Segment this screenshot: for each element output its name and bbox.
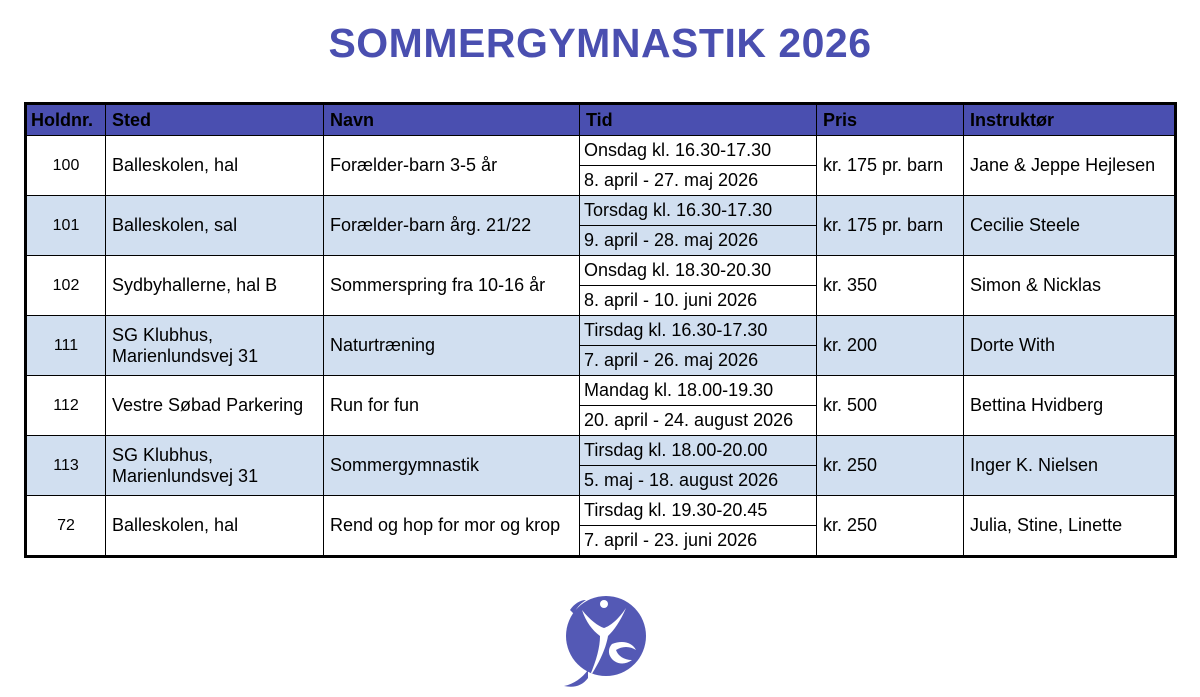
instruktor-cell: Cecilie Steele (964, 196, 1176, 256)
tid-period-cell: 5. maj - 18. august 2026 (580, 466, 817, 496)
sted-cell (106, 436, 324, 496)
tid-day-cell: Torsdag kl. 16.30-17.30 (580, 196, 817, 226)
tid-day-cell: Tirsdag kl. 16.30-17.30 (580, 316, 817, 346)
sted-line-2: Marienlundsvej 31 (112, 465, 259, 486)
instruktor-cell: Simon & Nicklas (964, 256, 1176, 316)
tid-period-cell: 7. april - 23. juni 2026 (580, 526, 817, 557)
tid-period-cell: 9. april - 28. maj 2026 (580, 226, 817, 256)
instruktor-cell: Inger K. Nielsen (964, 436, 1176, 496)
header-pris: Pris (817, 104, 964, 136)
schedule-table (24, 102, 1177, 558)
sted-cell: Balleskolen, hal (106, 136, 324, 196)
navn-cell: Forælder-barn 3-5 år (324, 136, 580, 196)
table-row (26, 496, 1176, 526)
sted-cell: Sydbyhallerne, hal B (106, 256, 324, 316)
table-header-row (26, 104, 1176, 136)
header-sted: Sted (106, 104, 324, 136)
sg-club-logo-icon (552, 590, 656, 690)
tid-day-cell: Mandag kl. 18.00-19.30 (580, 376, 817, 406)
tid-period-cell: 20. april - 24. august 2026 (580, 406, 817, 436)
holdnr-cell: 112 (26, 376, 106, 436)
tid-period-cell: 8. april - 10. juni 2026 (580, 286, 817, 316)
tid-day-cell: Tirsdag kl. 19.30-20.45 (580, 496, 817, 526)
sted-cell (106, 316, 324, 376)
instruktor-cell: Julia, Stine, Linette (964, 496, 1176, 557)
header-navn: Navn (324, 104, 580, 136)
navn-cell: Run for fun (324, 376, 580, 436)
pris-cell: kr. 200 (817, 316, 964, 376)
holdnr-cell: 101 (26, 196, 106, 256)
instruktor-cell: Jane & Jeppe Hejlesen (964, 136, 1176, 196)
holdnr-cell: 111 (26, 316, 106, 376)
sted-line-1: SG Klubhus, (112, 324, 214, 345)
pris-cell: kr. 500 (817, 376, 964, 436)
navn-cell: Sommerspring fra 10-16 år (324, 256, 580, 316)
table-row (26, 376, 1176, 406)
holdnr-cell: 72 (26, 496, 106, 557)
sted-cell: Vestre Søbad Parkering (106, 376, 324, 436)
tid-day-cell: Tirsdag kl. 18.00-20.00 (580, 436, 817, 466)
navn-cell: Naturtræning (324, 316, 580, 376)
pris-cell: kr. 175 pr. barn (817, 196, 964, 256)
table-row (26, 436, 1176, 466)
sted-cell: Balleskolen, sal (106, 196, 324, 256)
tid-period-cell: 8. april - 27. maj 2026 (580, 166, 817, 196)
pris-cell: kr. 175 pr. barn (817, 136, 964, 196)
sted-line-2: Marienlundsvej 31 (112, 345, 259, 366)
instruktor-cell: Bettina Hvidberg (964, 376, 1176, 436)
table-row (26, 316, 1176, 346)
table-row (26, 196, 1176, 226)
navn-cell: Rend og hop for mor og krop (324, 496, 580, 557)
tid-day-cell: Onsdag kl. 18.30-20.30 (580, 256, 817, 286)
header-holdnr: Holdnr. (26, 104, 106, 136)
holdnr-cell: 113 (26, 436, 106, 496)
holdnr-cell: 102 (26, 256, 106, 316)
pris-cell: kr. 250 (817, 436, 964, 496)
pris-cell: kr. 350 (817, 256, 964, 316)
navn-cell: Sommergymnastik (324, 436, 580, 496)
pris-cell: kr. 250 (817, 496, 964, 557)
navn-cell: Forælder-barn årg. 21/22 (324, 196, 580, 256)
holdnr-cell: 100 (26, 136, 106, 196)
table-row (26, 136, 1176, 166)
tid-period-cell: 7. april - 26. maj 2026 (580, 346, 817, 376)
header-tid: Tid (580, 104, 817, 136)
sted-line-1: SG Klubhus, (112, 444, 214, 465)
table-row (26, 256, 1176, 286)
page-title: SOMMERGYMNASTIK 2026 (328, 20, 872, 66)
tid-day-cell: Onsdag kl. 16.30-17.30 (580, 136, 817, 166)
sted-cell: Balleskolen, hal (106, 496, 324, 557)
header-instruktor: Instruktør (964, 104, 1176, 136)
instruktor-cell: Dorte With (964, 316, 1176, 376)
